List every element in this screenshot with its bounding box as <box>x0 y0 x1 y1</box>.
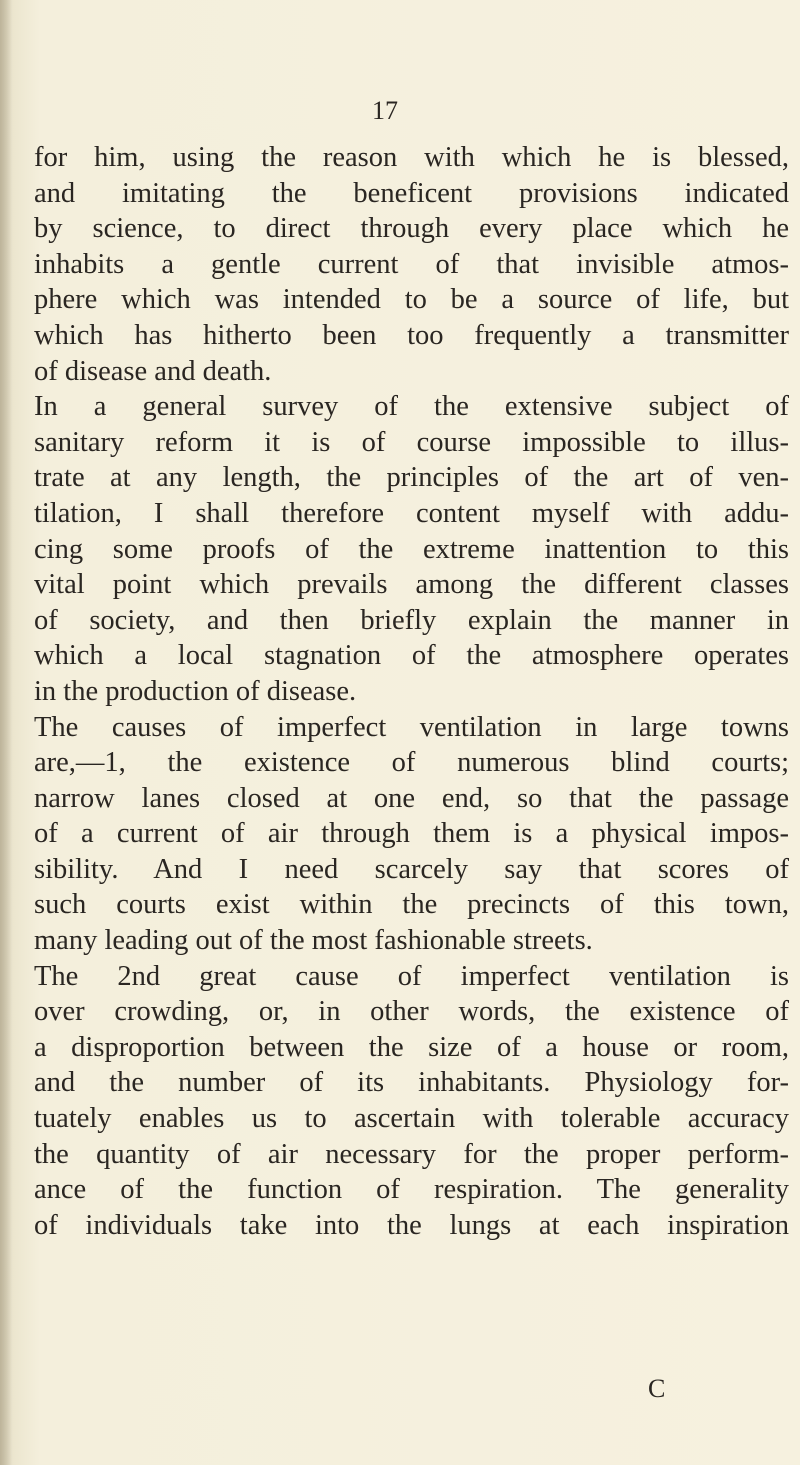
body-text <box>34 140 789 1243</box>
text-line: the quantity of air necessary for the proper perform- <box>34 1138 789 1170</box>
text-line: inhabits a gentle current of that invisible atmos- <box>34 248 789 280</box>
text-line: are,—1, the existence of numerous blind courts; <box>34 747 789 779</box>
text-line: The causes of imperfect ventilation in large towns <box>34 711 789 743</box>
text-line: by science, to direct through every place which he <box>34 213 789 245</box>
text-line: many leading out of the most fashionable streets. <box>34 925 593 957</box>
text-line: for him, using the reason with which he is blessed, <box>34 142 789 173</box>
text-line: tuately enables us to ascertain with tolerable accuracy <box>34 1103 789 1135</box>
page-number: 17 <box>372 96 398 125</box>
text-line: which has hitherto been too frequently a transmitter <box>34 319 789 351</box>
text-line: such courts exist within the precincts of this town, <box>34 889 789 921</box>
text-line: phere which was intended to be a source of life, but <box>34 284 789 316</box>
text-line: ance of the function of respiration. The generality <box>34 1174 789 1206</box>
text-line: The 2nd great cause of imperfect ventilation is <box>34 960 789 992</box>
text-line: of disease and death. <box>34 355 272 387</box>
text-line: which a local stagnation of the atmosphere operates <box>34 640 789 672</box>
text-line: tilation, I shall therefore content myself with addu- <box>34 497 789 529</box>
text-line: In a general survey of the extensive subject of <box>34 391 789 423</box>
text-line: over crowding, or, in other words, the existence of <box>34 996 789 1028</box>
text-line: of society, and then briefly explain the manner in <box>34 604 789 636</box>
text-line: narrow lanes closed at one end, so that the passage <box>34 782 789 814</box>
text-line: and imitating the beneficent provisions indicated <box>34 177 789 209</box>
text-line: sibility. And I need scarcely say that scores of <box>34 853 789 885</box>
page-gutter <box>0 0 12 1465</box>
text-line: and the number of its inhabitants. Physiology for- <box>34 1067 789 1099</box>
text-line: vital point which prevails among the different classes <box>34 569 789 601</box>
text-line: trate at any length, the principles of the art of ven- <box>34 462 789 494</box>
text-line: in the production of disease. <box>34 675 357 707</box>
text-line: sanitary reform it is of course impossible to illus- <box>34 426 789 458</box>
text-line: cing some proofs of the extreme inattention to this <box>34 533 789 565</box>
text-line: of individuals take into the lungs at each inspiration <box>34 1209 789 1241</box>
text-line: of a current of air through them is a physical impos- <box>34 818 789 850</box>
text-line: a disproportion between the size of a house or room, <box>34 1031 789 1063</box>
signature-mark: C <box>648 1374 666 1403</box>
